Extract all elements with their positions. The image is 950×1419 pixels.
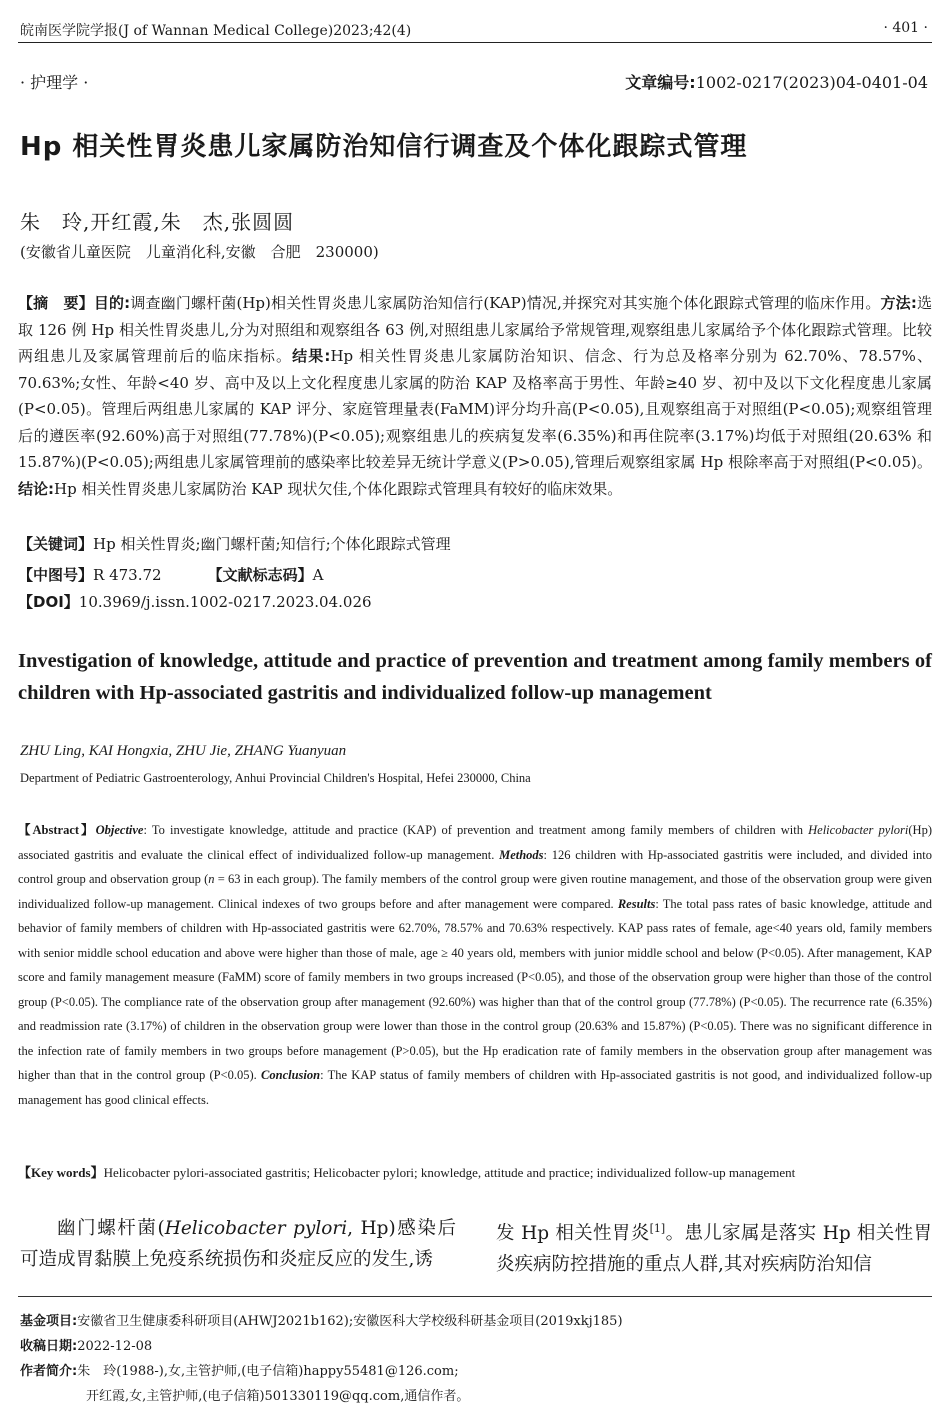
body-left-species: Helicobacter pylori	[164, 1218, 348, 1239]
bio-label: 作者简介:	[20, 1364, 78, 1379]
en-affiliation: Department of Pediatric Gastroenterology, Anhui Provincial Children's Hospital, Hefei 230000, China	[20, 771, 531, 785]
en-abstract	[18, 818, 932, 1112]
cn-conclusion-text: Hp 相关性胃炎患儿家属防治 KAP 现状欠佳,个体化跟踪式管理具有较好的临床效果。	[54, 479, 623, 498]
footnote-funding	[20, 1310, 623, 1329]
cn-keywords	[18, 533, 451, 554]
cn-doc-code: A	[312, 566, 324, 584]
received-date: 2022-12-08	[77, 1339, 153, 1354]
funding-text: 安徽省卫生健康委科研项目(AHWJ2021b162);安徽医科大学校级科研基金项目(2019xkj185)	[77, 1314, 623, 1329]
cn-keywords-label: 【关键词】	[18, 535, 94, 553]
cn-doc-code-label: 【文献标志码】	[207, 566, 313, 584]
cn-title: Hp 相关性胃炎患儿家属防治知信行调查及个体化跟踪式管理	[20, 132, 748, 162]
cn-results-text: Hp 相关性胃炎患儿家属防治知识、信念、行为总及格率分别为 62.70%、78.57%、70.63%;女性、年龄<40 岁、高中及以上文化程度患儿家属的防治 KAP 及格率高于男性、年龄≥40 岁、初中及以下文化程度患儿家属(P<0.05)。管理后两组患儿家属的 KAP 评分、家庭管理量表(FaMM)评分均升高(P<0.05),且观察组高于对照组(P<0.05);观察组管理后的遵医率(92.60%)高于对照组(77.78%)(P<0.05);观察组患儿的疾病复发率(6.35%)和再住院率(3.17%)均低于对照组(20.63% 和 15.87%)(P<0.05);两组患儿家属管理前的感染率比较差异无统计学意义(P>0.05),管理后观察组家属 Hp 根除率高于对照组(P<0.05)。	[18, 347, 932, 471]
en-keywords-text: Helicobacter pylori-associated gastritis; Helicobacter pylori; knowledge, attitude and practice; individualized follow-up management	[103, 1165, 796, 1180]
header-divider	[18, 42, 932, 43]
footnote-received	[20, 1335, 152, 1354]
section-label: · 护理学 ·	[20, 73, 89, 92]
body-right-text-2: 。患儿家属是落实 Hp 相关性胃炎疾病防控措施的重点人群,其对疾病防治知信	[496, 1223, 932, 1276]
en-objective-text-1: : To investigate knowledge, attitude and practice (KAP) of prevention and treatment among family members of children with	[143, 823, 809, 837]
body-column-left	[20, 1213, 456, 1275]
cn-abstract-label: 【摘 要】	[18, 294, 94, 312]
journal-header: 皖南医学院学报(J of Wannan Medical College)2023;42(4)	[20, 23, 412, 39]
cn-doi	[18, 591, 372, 612]
cn-clc-label: 【中图号】	[18, 566, 94, 584]
cn-methods-text: 选取 126 例 Hp 相关性胃炎患儿,分为对照组和观察组各 63 例,对照组患儿家属给予常规管理,观察组患儿家属给予个体化跟踪式管理。比较两组患儿及家属管理前后的临床指标。	[18, 294, 933, 365]
en-results-text: : The total pass rates of basic knowledge, attitude and behavior of family members of children with Hp-associated gastritis were 62.70%, 78.57% and 70.63% respectively. KAP pass rates of female, age<40 years old, family members with senior middle school education and above were higher than those of male, age ≥ 40 years old, members with junior middle school and below (P<0.05). After management, KAP score and family management measure (FaMM) score of family members in two groups increased (P<0.05), and those of the observation group were higher than those of the control group (P<0.05). The compliance rate of the observation group after management (92.60%) was higher than that of the control group (77.78%) (P<0.05). The recurrence rate (6.35%) and readmission rate (3.17%) of children in the observation group were lower than those in the control group (20.63% and 15.87%) (P<0.05). There was no significant difference in the infection rate of family members in two groups before management (P>0.05), but the Hp eradication rate of family members in the observation group after management was higher than that in the control group (P<0.05).	[18, 896, 933, 1082]
cn-classification	[18, 564, 323, 585]
body-column-right	[496, 1213, 932, 1280]
en-title: Investigation of knowledge, attitude and practice of prevention and treatment among family members of children with Hp-associated gastritis and individualized follow-up management	[18, 650, 932, 704]
body-right-text-1: 发 Hp 相关性胃炎	[496, 1223, 650, 1245]
footnote-bio-2: 开红霞,女,主管护师,(电子信箱)501330119@qq.com,通信作者。	[86, 1389, 470, 1404]
article-number-label: 文章编号:	[625, 73, 696, 92]
en-keywords-label: 【Key words】	[18, 1165, 104, 1180]
en-objective-label: Objective	[95, 823, 144, 837]
footnote-divider	[18, 1296, 932, 1297]
en-objective-text-2: (Hp) associated gastritis and evaluate the clinical effect of individualized follow-up management.	[18, 823, 932, 862]
received-label: 收稿日期:	[20, 1339, 78, 1354]
article-number-value: 1002-0217(2023)04-0401-04	[695, 73, 928, 92]
footnote-bio	[20, 1360, 459, 1379]
cn-authors: 朱 玲,开红霞,朱 杰,张圆圆	[20, 210, 295, 234]
en-objective-species: Helicobacter pylori	[808, 823, 909, 837]
cn-conclusion-label: 结论:	[18, 479, 54, 498]
cn-objective-label: 目的:	[93, 294, 131, 312]
cn-objective-text: 调查幽门螺杆菌(Hp)相关性胃炎患儿家属防治知信行(KAP)情况,并探究对其实施个体化跟踪式管理的临床作用。	[130, 294, 881, 312]
article-number	[625, 70, 928, 93]
cn-affiliation: (安徽省儿童医院 儿童消化科,安徽 合肥 230000)	[20, 243, 379, 261]
page-number: · 401 ·	[883, 20, 928, 36]
bio-line-1: 朱 玲(1988-),女,主管护师,(电子信箱)happy55481@126.com;	[77, 1364, 459, 1379]
en-methods-label: Methods	[499, 847, 544, 862]
en-methods-text-1: : 126 children with Hp-associated gastritis were included, and divided into control group and observation group (	[18, 847, 933, 886]
cn-abstract	[18, 290, 932, 502]
cn-doi-label: 【DOI】	[18, 593, 79, 611]
en-results-label: Results	[617, 896, 656, 911]
cn-clc: R 473.72	[93, 566, 162, 584]
cn-results-label: 结果:	[292, 347, 331, 365]
en-authors: ZHU Ling, KAI Hongxia, ZHU Jie, ZHANG Yuanyuan	[20, 743, 347, 759]
funding-label: 基金项目:	[20, 1314, 78, 1329]
en-abstract-label: 【Abstract】	[18, 823, 96, 837]
en-conclusion-label: Conclusion	[261, 1068, 321, 1082]
en-methods-n: n	[208, 872, 215, 886]
body-left-text-2: , Hp)感染后可造成胃黏膜上免疫系统损伤和炎症反应的发生,诱	[20, 1218, 456, 1270]
cn-methods-label: 方法:	[880, 294, 917, 312]
en-methods-text-2: = 63 in each group). The family members of the control group were given routine management, and those of the observation group were given individualized follow-up management. Clinical indexes of two groups before and after management were compared.	[18, 872, 932, 911]
cn-keywords-text: Hp 相关性胃炎;幽门螺杆菌;知信行;个体化跟踪式管理	[93, 535, 451, 553]
body-left-text-1: 幽门螺杆菌(	[57, 1218, 165, 1239]
cn-doi-text: 10.3969/j.issn.1002-0217.2023.04.026	[78, 593, 372, 611]
en-conclusion-text: : The KAP status of family members of children with Hp-associated gastritis is not good, and individualized follow-up management has good clinical effects.	[18, 1068, 933, 1107]
en-keywords	[18, 1162, 932, 1181]
citation-ref: [1]	[649, 1222, 666, 1235]
